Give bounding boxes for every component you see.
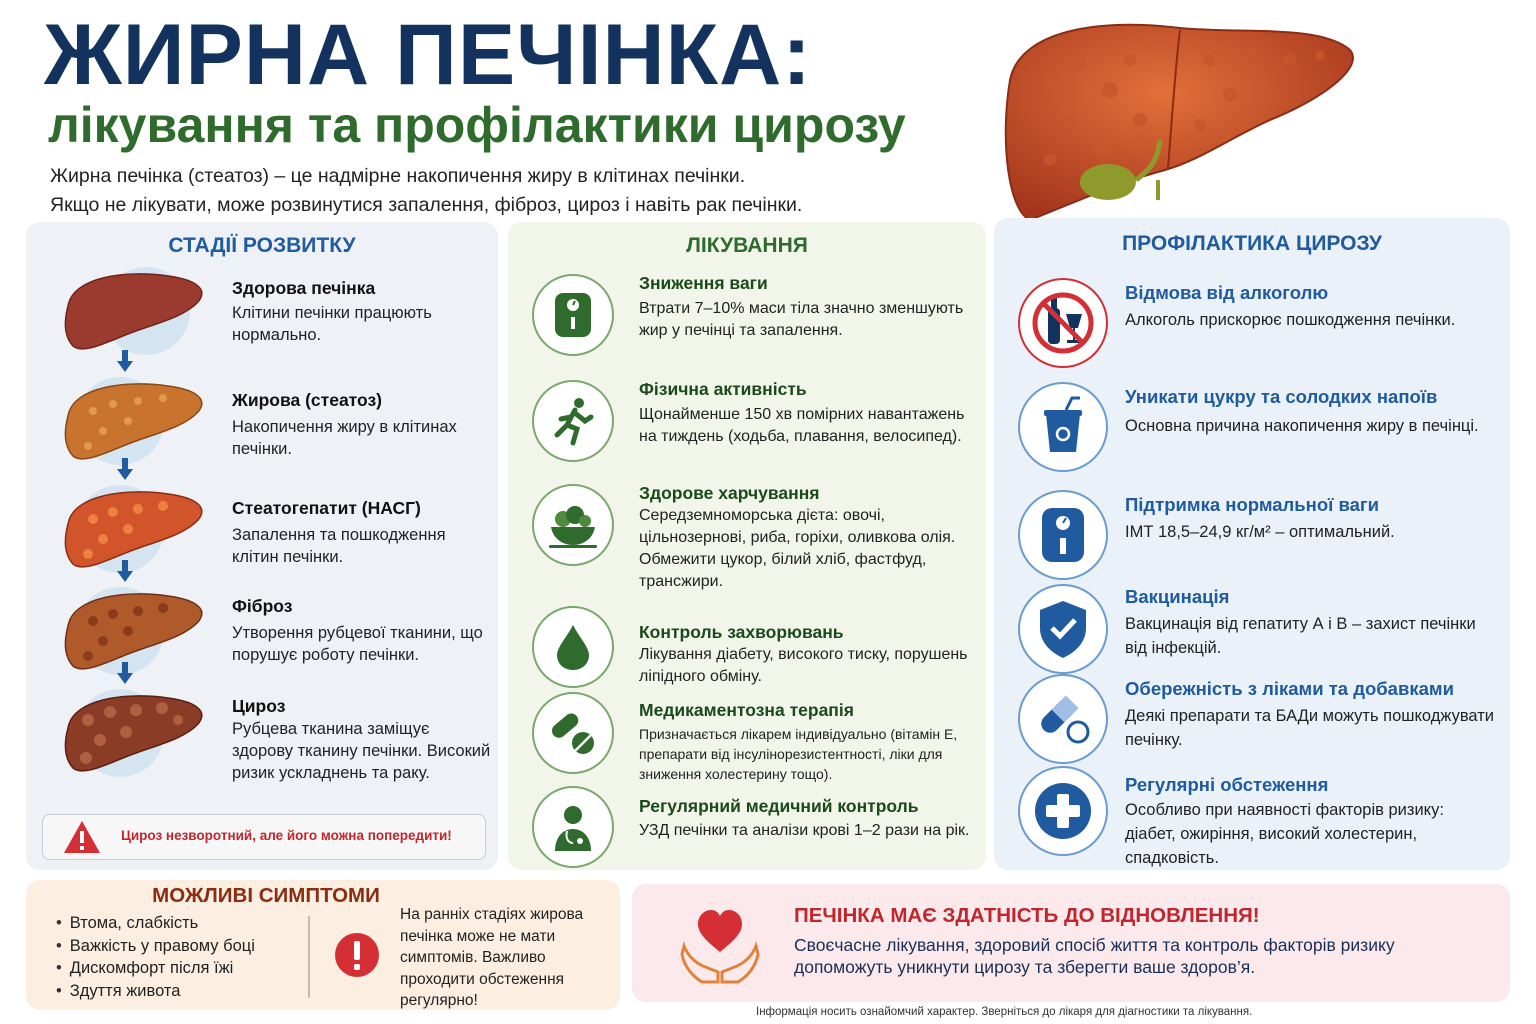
arrow-down-icon (117, 560, 133, 582)
prevention-panel (994, 218, 1510, 870)
arrow-down-icon (117, 662, 133, 684)
treatment-title: Медикаментозна терапія (639, 700, 854, 720)
stage-desc: Клітини печінки працюють нормально. (232, 304, 432, 344)
stage-steatosis (26, 376, 498, 481)
stage-cirrhosis (26, 688, 498, 793)
healthy-liver-icon (58, 266, 208, 356)
drink-icon (1018, 382, 1108, 472)
stage-fibrosis (26, 586, 498, 691)
treatment-title: Регулярний медичний контроль (639, 796, 919, 816)
stage-desc: Накопичення жиру в клітинах печінки. (232, 418, 457, 458)
no-alcohol-icon (1018, 278, 1108, 368)
prevention-desc: ІМТ 18,5–24,9 кг/м² – оптимальний. (1125, 523, 1395, 541)
runner-icon (532, 380, 614, 462)
stages-panel (26, 222, 498, 870)
stage-desc: Запалення та пошкодження клітин печінки. (232, 526, 446, 566)
divider (308, 916, 310, 998)
prevention-desc: Вакцинація від гепатиту А і В – захист печінки від інфекцій. (1125, 615, 1476, 657)
treatment-title: Контроль захворювань (639, 622, 844, 642)
doctor-icon (532, 786, 614, 868)
stage-title: Стеатогепатит (НАСГ) (232, 498, 421, 518)
treatment-desc: Призначається лікарем індивідуально (вітамін Е, препарати від інсулінорезистентності, ліки для зниження холестерину тощо). (639, 726, 958, 782)
treatment-title: Фізична активність (639, 379, 807, 399)
scale-icon (1018, 490, 1108, 580)
stage-desc: Утворення рубцевої тканини, що порушує роботу печінки. (232, 624, 483, 664)
stage-healthy (26, 266, 498, 371)
medical-cross-icon (1018, 766, 1108, 856)
symptom-item: • Здуття живота (56, 980, 255, 1003)
intro-line-2: Якщо не лікувати, може розвинутися запалення, фіброз, цироз і навіть рак печінки. (50, 194, 803, 216)
footer-disclaimer: Інформація носить ознайомчий характер. Зверніться до лікаря для діагностики та лікування. (756, 1006, 1253, 1018)
symptom-item: • Важкість у правому боці (56, 935, 255, 958)
symptoms-heading: МОЖЛИВІ СИМПТОМИ (152, 884, 380, 907)
intro-text (50, 162, 802, 220)
fibrosis-liver-icon (58, 586, 208, 676)
stage-title: Цироз (232, 696, 286, 716)
prevention-title: Відмова від алкоголю (1125, 282, 1329, 303)
alert-icon (334, 932, 380, 978)
page-title: ЖИРНА ПЕЧІНКА: (44, 7, 812, 103)
prevention-title: Обережність з ліками та добавками (1125, 678, 1454, 699)
recovery-panel (632, 884, 1510, 1002)
treatment-desc: Щонайменше 150 хв помірних навантажень на тиждень (ходьба, плавання, велосипед). (639, 406, 965, 445)
symptom-item: • Втома, слабкість (56, 912, 255, 935)
heart-hands-icon (678, 902, 762, 986)
prevention-title: Регулярні обстеження (1125, 774, 1329, 795)
inflamed-liver-icon (58, 484, 208, 574)
stage-title: Здорова печінка (232, 278, 376, 298)
treatment-heading: ЛІКУВАННЯ (686, 234, 808, 257)
treatment-desc: Лікування діабету, високого тиску, порушень ліпідного обміну. (639, 646, 968, 685)
symptoms-panel (26, 880, 620, 1010)
prevention-title: Вакцинація (1125, 586, 1230, 607)
drop-icon (532, 606, 614, 688)
treatment-title: Здорове харчування (639, 483, 820, 503)
fatty-liver-icon (58, 376, 208, 466)
intro-line-1: Жирна печінка (стеатоз) – це надмірне накопичення жиру в клітинах печінки. (50, 165, 746, 187)
prevention-title: Уникати цукру та солодких напоїв (1125, 386, 1438, 407)
stage-desc: Рубцева тканина заміщує здорову тканину печінки. Високий ризик ускладнень та раку. (232, 720, 491, 782)
prevention-desc: Основна причина накопичення жиру в печінці. (1125, 417, 1479, 435)
recovery-heading: ПЕЧІНКА МАЄ ЗДАТНІСТЬ ДО ВІДНОВЛЕННЯ! (794, 904, 1260, 927)
treatment-title: Зниження ваги (639, 273, 768, 293)
stage-title: Жирова (стеатоз) (232, 390, 382, 410)
symptom-item: • Дискомфорт після їжі (56, 957, 255, 980)
prevention-desc: Особливо при наявності факторів ризику: діабет, ожиріння, високий холестерин, спадковість. (1125, 801, 1444, 867)
prevention-heading: ПРОФІЛАКТИКА ЦИРОЗУ (1122, 232, 1382, 255)
prevention-title: Підтримка нормальної ваги (1125, 494, 1379, 515)
salad-icon (532, 484, 614, 566)
prevention-desc: Алкоголь прискорює пошкодження печінки. (1125, 311, 1456, 329)
pills-icon (532, 692, 614, 774)
symptoms-note: На ранніх стадіях жирова печінка може не мати симптомів. Важливо проходити обстеження регулярно! (400, 906, 584, 1009)
scale-icon (532, 274, 614, 356)
capsule-icon (1018, 674, 1108, 764)
liver-illustration (990, 10, 1370, 225)
treatment-panel (508, 222, 986, 870)
stage-title: Фіброз (232, 596, 293, 616)
page-subtitle: лікування та профілактики цирозу (48, 97, 906, 153)
treatment-desc: Середземноморська дієта: овочі, цільнозернові, риба, горіхи, оливкова олія. Обмежити цукор, білий хліб, фастфуд, трансжири. (639, 507, 956, 590)
shield-icon (1018, 584, 1108, 674)
treatment-desc: Втрати 7–10% маси тіла значно зменшують жир у печінці та запалення. (639, 300, 964, 339)
warning-icon (63, 820, 101, 854)
treatment-desc: УЗД печінки та аналізи крові 1–2 рази на рік. (639, 822, 970, 839)
warning-text: Цироз незворотний, але його можна попередити! (121, 828, 452, 843)
cirrhosis-liver-icon (58, 688, 208, 778)
arrow-down-icon (117, 458, 133, 480)
stages-heading: СТАДІЇ РОЗВИТКУ (168, 234, 356, 257)
symptoms-list (56, 912, 255, 1002)
prevention-desc: Деякі препарати та БАДи можуть пошкоджувати печінку. (1125, 707, 1495, 749)
arrow-down-icon (117, 350, 133, 372)
recovery-text: Своєчасне лікування, здоровий спосіб життя та контроль факторів ризику допоможуть уникнути цирозу та зберегти ваше здоров’я. (794, 935, 1395, 977)
stage-nash (26, 484, 498, 589)
cirrhosis-warning-box (42, 814, 486, 860)
